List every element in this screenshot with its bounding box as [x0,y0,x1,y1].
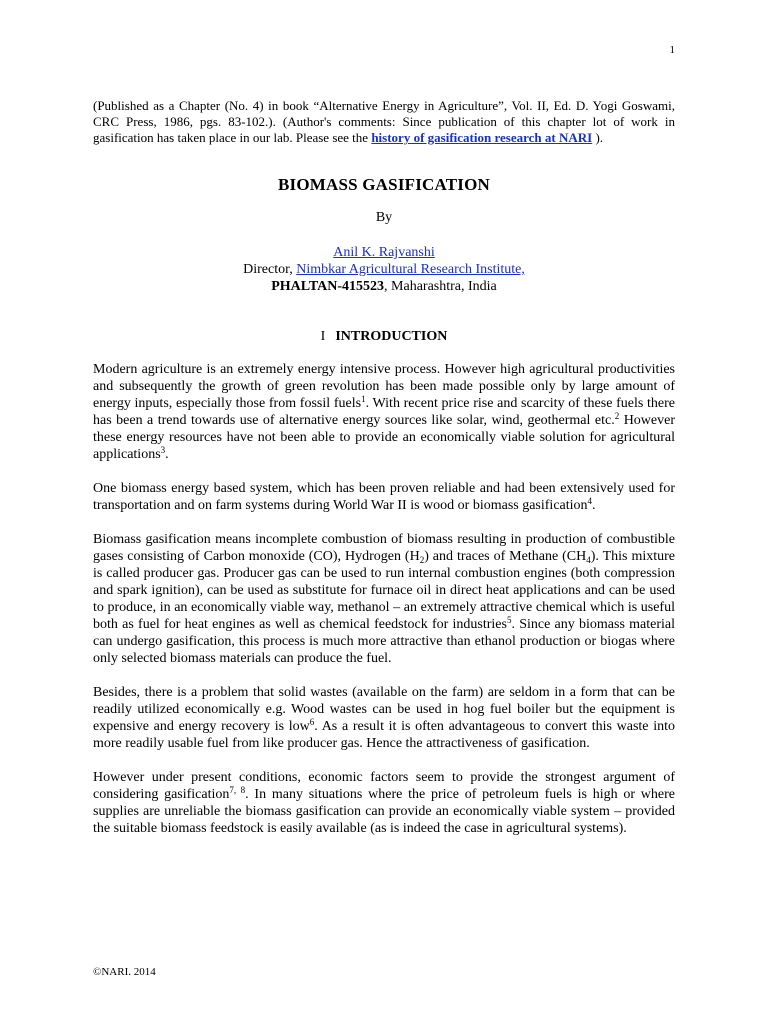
paragraph-text: One biomass energy based system, which has been proven reliable and had been extensively used for transportation and on farm systems during World War II is wood or biomass gasification [93,481,675,513]
paragraph-text: . In many situations where the price of petroleum fuels is high or where supplies are unreliable the biomass gasification can provide an economically viable system – provided the suitable biomass feedstock is easily available (as is indeed the case in agricultural systems). [93,787,675,836]
director-label: Director, [243,262,297,277]
publication-note-text: (Published as a Chapter (No. 4) in book “Alternative Energy in Agriculture”, Vol. II, Ed. D. Yogi Goswami, CRC Press, 1986, pgs. 83-102.). (Author's comments: Since publication of this chapter lot of work in gasification has taken place in our lab. Please see the [93,98,675,145]
citation-superscript: 6 [309,717,315,727]
section-title: INTRODUCTION [335,329,448,344]
paragraph-3 [93,531,675,667]
paragraph-text: . As a result it is often advantageous to convert this waste into more readily usable fuel from like producer gas. Hence the attractiveness of gasification. [93,719,675,751]
chemical-subscript: 4 [586,555,591,565]
location-rest: , Maharashtra, India [384,279,497,294]
publication-note [93,98,675,146]
section-heading [0,329,768,345]
paragraph-text: ) and traces of Methane (CH [424,549,587,564]
document-title: BIOMASS GASIFICATION [278,175,490,194]
citation-superscript: 7, 8 [229,785,246,795]
paragraph-4 [93,684,675,752]
paragraph-1 [93,361,675,463]
citation-superscript: 5 [506,615,512,625]
paragraph-text: ). This mixture is called producer gas. Producer gas can be used to run internal combustion engines (both compression and spark ignition), can be used as substitute for furnace oil in direct heat applications and can be used to produce, in an economically viable way, methanol – an extremely attractive chemical which is useful both as fuel for heat engines as well as chemical feedstock for industries [93,549,675,632]
location-bold: PHALTAN-415523 [271,279,385,294]
body-text [93,361,675,854]
paragraph-text: Besides, there is a problem that solid wastes (available on the farm) are seldom in a form that can be readily utilized economically e.g. Wood wastes can be used in hog fuel boiler but the equipment is expensive and energy recovery is low [93,685,675,734]
institute-link[interactable]: Nimbkar Agricultural Research Institute, [296,262,525,277]
author-name-link[interactable]: Anil K. Rajvanshi [333,245,435,260]
paragraph-text: . [592,498,596,513]
copyright-footer: ©NARI. 2014 [93,966,156,978]
author-block [0,244,768,295]
paragraph-text: However under present conditions, economic factors seem to provide the strongest argument of considering gasification [93,770,675,802]
paragraph-text: . [165,447,169,462]
paragraph-2 [93,480,675,514]
paragraph-text: Modern agriculture is an extremely energy intensive process. However high agricultural productivities and subsequently the growth of green revolution has been made possible only by large amount of energy inputs, especially those from fossil fuels [93,362,675,411]
paragraph-text: . With recent price rise and scarcity of these fuels there has been a trend towards use of alternative energy sources like solar, wind, geothermal etc. [93,396,675,428]
page-number: 1 [669,44,675,56]
section-number: I [320,329,326,344]
chemical-subscript: 2 [419,555,425,565]
history-link[interactable]: history of gasification research at NARI [371,130,593,145]
paragraph-text: However these energy resources have not been able to provide an economically viable solution for agricultural applications [93,413,676,462]
citation-superscript: 2 [614,411,620,421]
paragraph-5 [93,769,675,837]
paragraph-text: Biomass gasification means incomplete combustion of biomass resulting in production of combustible gases consisting of Carbon monoxide (CO), Hydrogen (H [93,532,675,564]
citation-superscript: 3 [160,445,166,455]
by-line: By [375,210,393,225]
publication-note-end: ). [592,130,604,145]
citation-superscript: 4 [587,496,593,506]
paragraph-text: . Since any biomass material can undergo gasification, this process is much more attractive than ethanol production or biogas where only selected biomass materials can produce the fuel. [93,617,675,666]
citation-superscript: 1 [361,394,366,404]
